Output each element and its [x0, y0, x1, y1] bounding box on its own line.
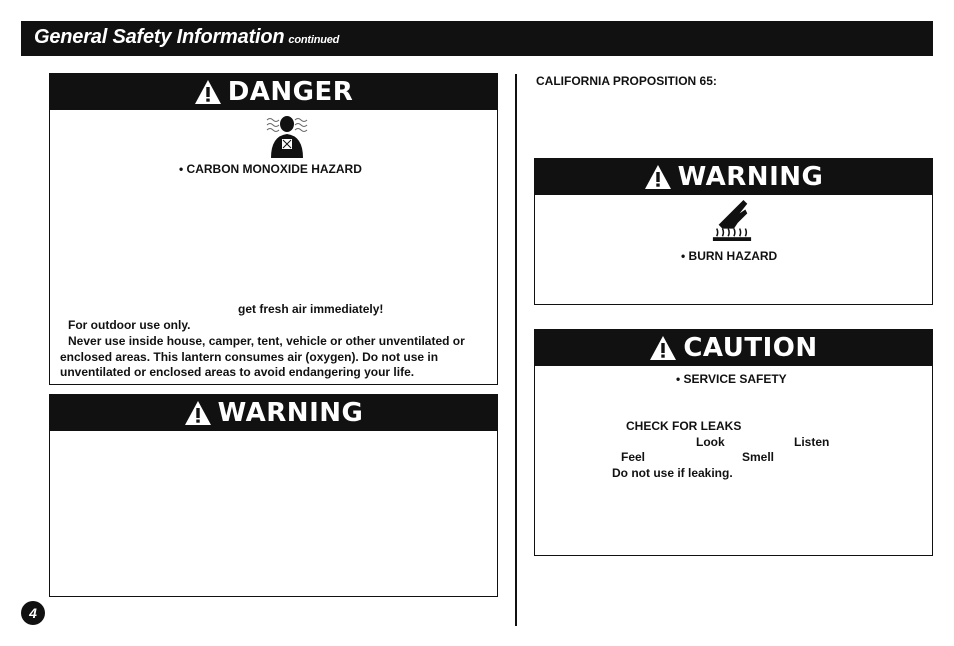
- warning-box-left: [49, 394, 498, 597]
- warning-label-right: WARNING: [677, 162, 824, 192]
- look-text: Look: [696, 435, 725, 449]
- check-leaks-text: CHECK FOR LEAKS: [626, 419, 742, 433]
- hot-surface-hand-icon: [711, 197, 753, 243]
- section-header: [21, 21, 933, 56]
- page-number: 4: [21, 601, 45, 625]
- smell-text: Smell: [742, 450, 775, 464]
- service-safety-text: • SERVICE SAFETY: [676, 372, 787, 386]
- section-title-text: General Safety Information: [34, 26, 285, 48]
- warning-box-right: [534, 158, 933, 305]
- never-use-line-2: enclosed areas. This lantern consumes air (oxygen). Do not use in: [60, 350, 439, 364]
- outdoor-use-text: For outdoor use only.: [68, 318, 191, 332]
- never-use-line-3: unventilated or enclosed areas to avoid endangering your life.: [60, 365, 415, 379]
- fresh-air-text: get fresh air immediately!: [238, 302, 384, 316]
- warning-band-right: [535, 159, 932, 195]
- warning-triangle-icon: [644, 164, 672, 190]
- column-divider: [515, 74, 517, 626]
- no-use-if-leaking-text: Do not use if leaking.: [612, 466, 733, 480]
- feel-text: Feel: [621, 450, 646, 464]
- california-prop65-title: CALIFORNIA PROPOSITION 65:: [536, 74, 717, 88]
- carbon-monoxide-person-icon: [265, 114, 309, 158]
- warning-band-left: [50, 395, 497, 431]
- warning-triangle-icon: [649, 335, 677, 361]
- danger-label: DANGER: [227, 77, 354, 107]
- caution-box: [534, 329, 933, 556]
- listen-text: Listen: [794, 435, 830, 449]
- section-title: [34, 26, 339, 49]
- co-hazard-text: • CARBON MONOXIDE HAZARD: [179, 162, 362, 176]
- warning-triangle-icon: [194, 79, 222, 105]
- warning-triangle-icon: [184, 400, 212, 426]
- caution-band: [535, 330, 932, 366]
- section-subtitle: continued: [288, 34, 340, 46]
- burn-hazard-text: • BURN HAZARD: [681, 249, 778, 263]
- danger-band: [50, 74, 497, 110]
- caution-label: CAUTION: [683, 333, 818, 363]
- danger-box: [49, 73, 498, 385]
- warning-label-left: WARNING: [217, 398, 364, 428]
- never-use-line-1: Never use inside house, camper, tent, vehicle or other unventilated or: [68, 334, 465, 348]
